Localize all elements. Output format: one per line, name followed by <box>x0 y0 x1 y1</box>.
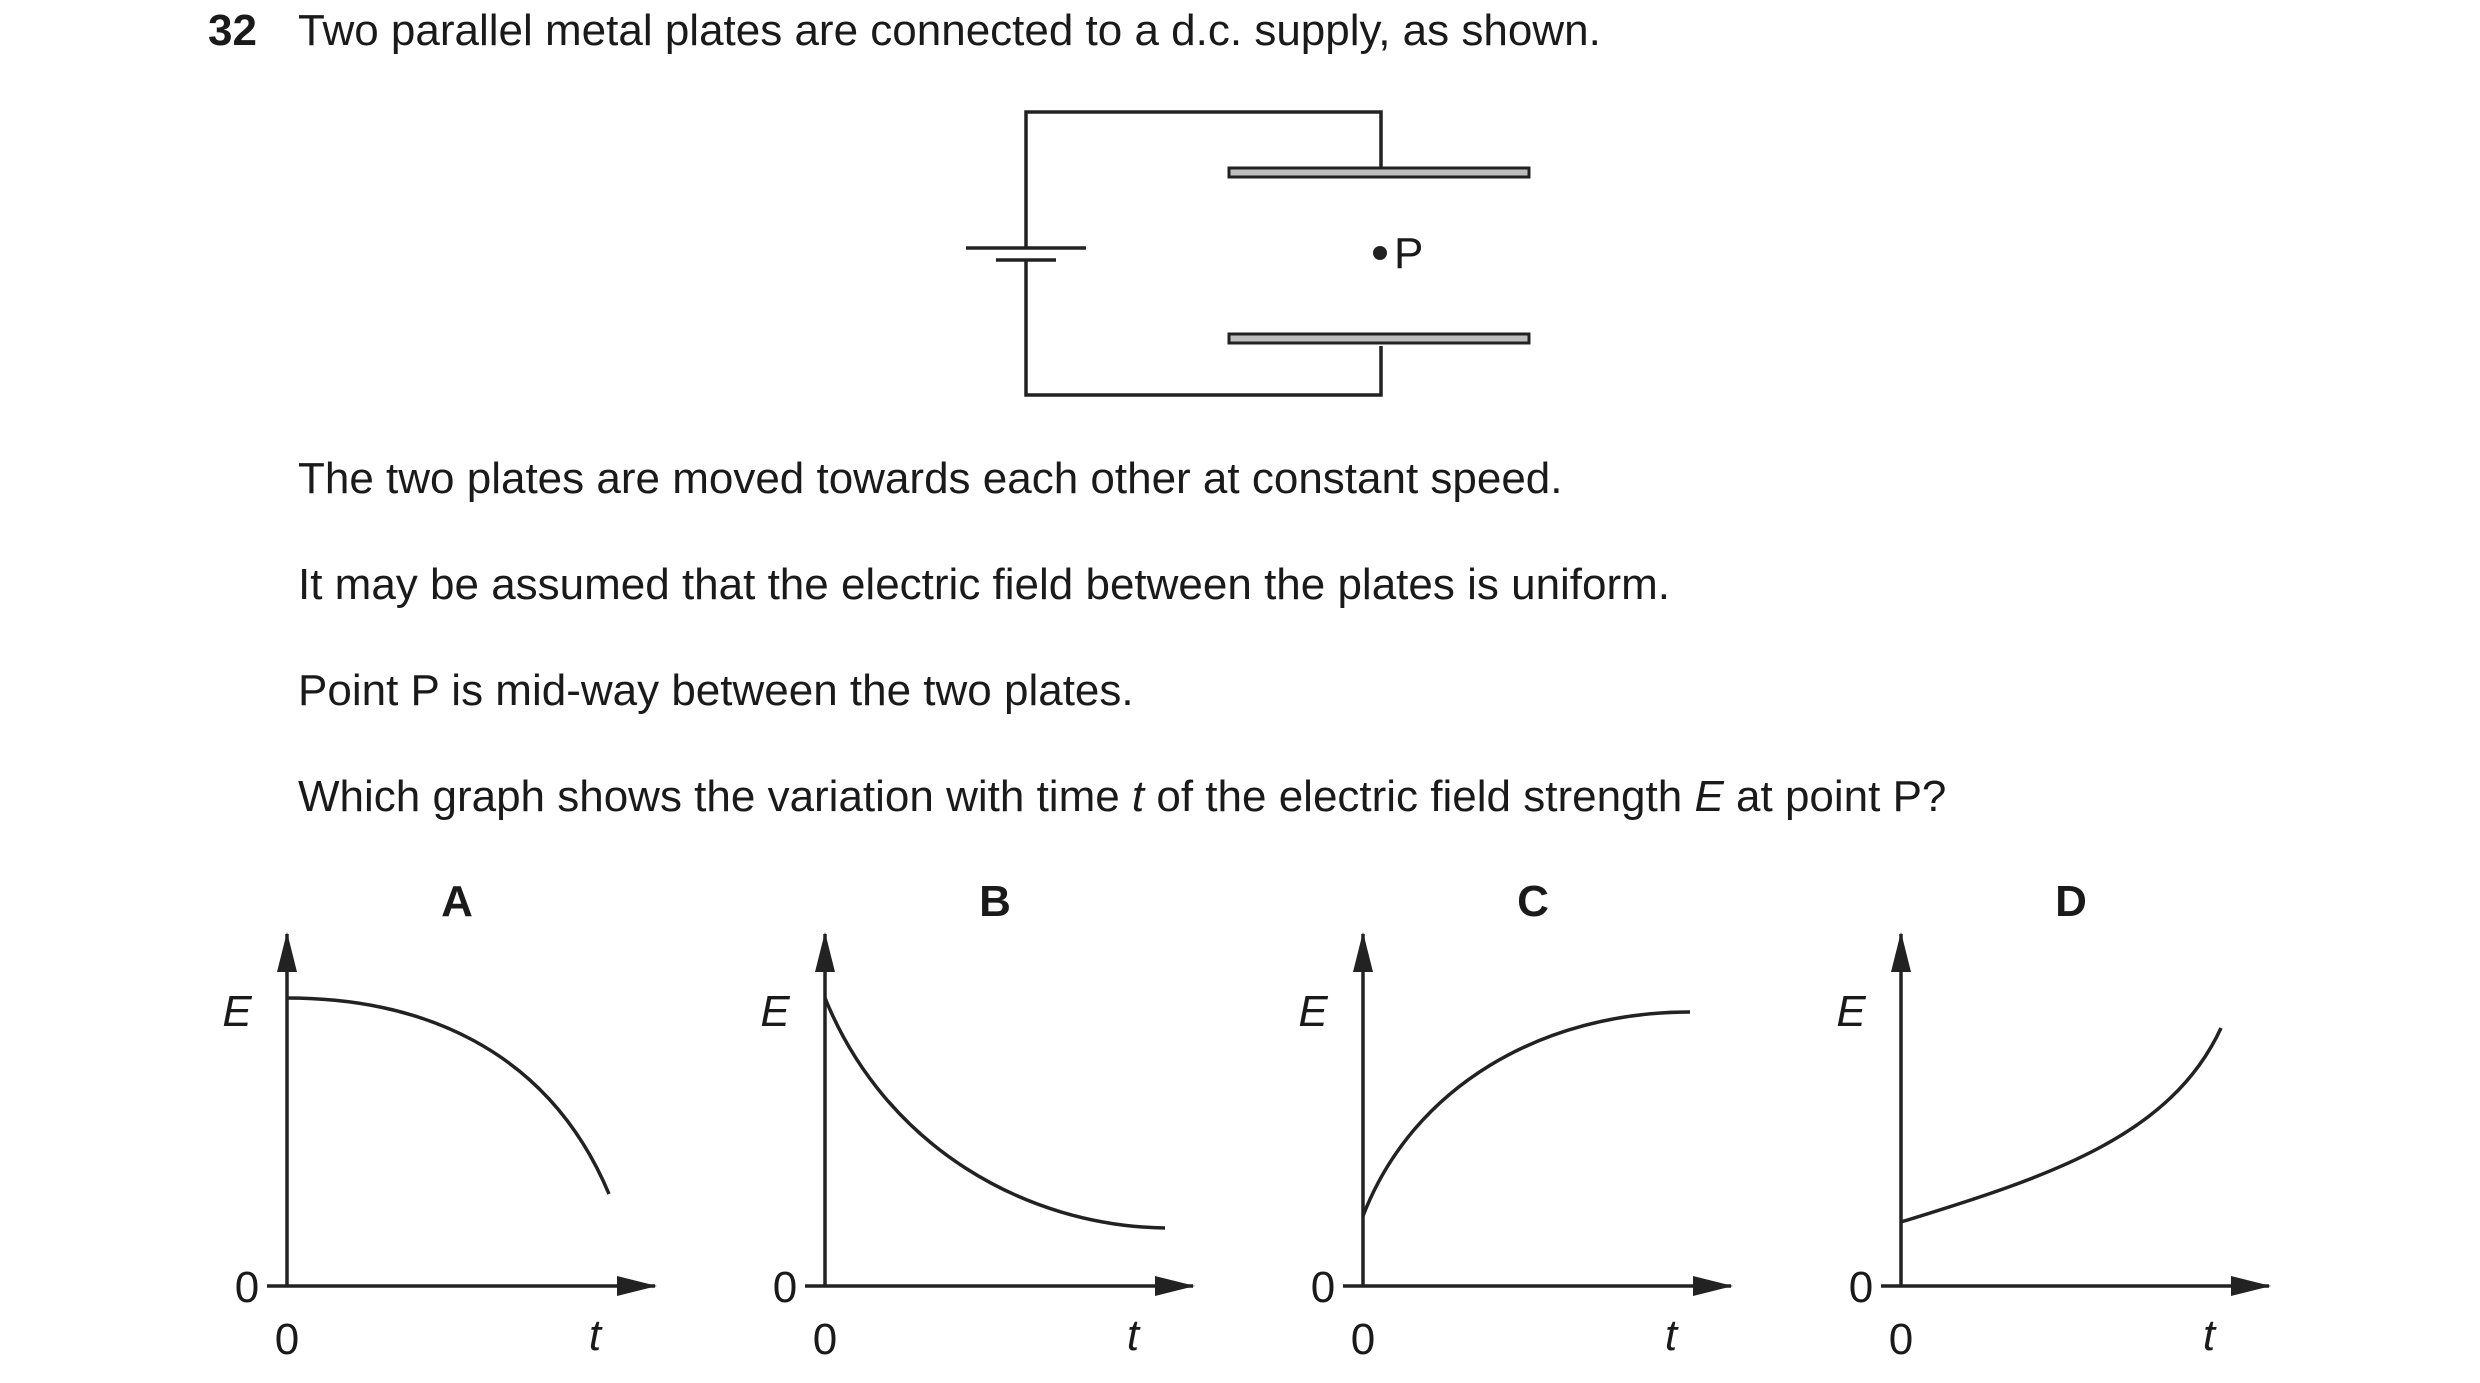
graph-a-letter: A <box>441 877 473 926</box>
graph-c <box>1298 877 1731 1364</box>
graph-d <box>1836 877 2269 1364</box>
circuit-diagram <box>966 112 1529 395</box>
graph-d-curve <box>1901 1028 2221 1222</box>
prompt-part-1: Which graph shows the variation with time <box>298 772 1132 821</box>
graph-a-y-label: E <box>222 987 252 1036</box>
question-number: 32 <box>208 6 257 55</box>
graph-c-x-label: t <box>1664 1311 1678 1360</box>
graph-a <box>222 877 655 1364</box>
graph-d-y-label: E <box>1836 987 1866 1036</box>
question-stem: Two parallel metal plates are connected to a d.c. supply, as shown. <box>298 6 1601 55</box>
statement-point-p: Point P is mid-way between the two plates. <box>298 666 1134 715</box>
graph-d-origin-y: 0 <box>1848 1263 1874 1312</box>
prompt-part-3: at point P? <box>1723 772 1947 821</box>
graph-c-origin-y: 0 <box>1310 1263 1336 1312</box>
graph-b-letter: B <box>979 877 1011 926</box>
upper-metal-plate <box>1229 168 1529 177</box>
prompt-var-e: E <box>1694 772 1724 821</box>
answer-graphs <box>222 877 2269 1364</box>
prompt-var-t: t <box>1131 772 1145 821</box>
graph-d-letter: D <box>2055 877 2087 926</box>
graph-a-curve <box>287 998 609 1194</box>
graph-a-origin-x: 0 <box>274 1315 300 1364</box>
graph-a-origin-y: 0 <box>234 1263 260 1312</box>
point-p-label: P <box>1394 229 1424 278</box>
graph-b-y-label: E <box>760 987 790 1036</box>
graph-b-curve <box>825 998 1165 1228</box>
circuit-wire-bottom <box>1026 260 1381 395</box>
graph-b-x-label: t <box>1126 1311 1140 1360</box>
statement-uniform-field: It may be assumed that the electric field between the plates is uniform. <box>298 560 1671 609</box>
graph-d-origin-x: 0 <box>1888 1315 1914 1364</box>
graph-b-origin-y: 0 <box>772 1263 798 1312</box>
graph-c-letter: C <box>1517 877 1549 926</box>
point-p-dot <box>1373 246 1387 260</box>
graph-b <box>760 877 1193 1364</box>
graph-d-x-label: t <box>2202 1311 2216 1360</box>
graph-b-origin-x: 0 <box>812 1315 838 1364</box>
lower-metal-plate <box>1229 334 1529 343</box>
graph-a-x-label: t <box>588 1311 602 1360</box>
circuit-wire-top <box>1026 112 1381 248</box>
statement-plates-moved: The two plates are moved towards each other at constant speed. <box>298 454 1563 503</box>
graph-c-origin-x: 0 <box>1350 1315 1376 1364</box>
prompt-part-2: of the electric field strength <box>1144 772 1695 821</box>
graph-c-y-label: E <box>1298 987 1328 1036</box>
graph-c-curve <box>1363 1012 1690 1216</box>
